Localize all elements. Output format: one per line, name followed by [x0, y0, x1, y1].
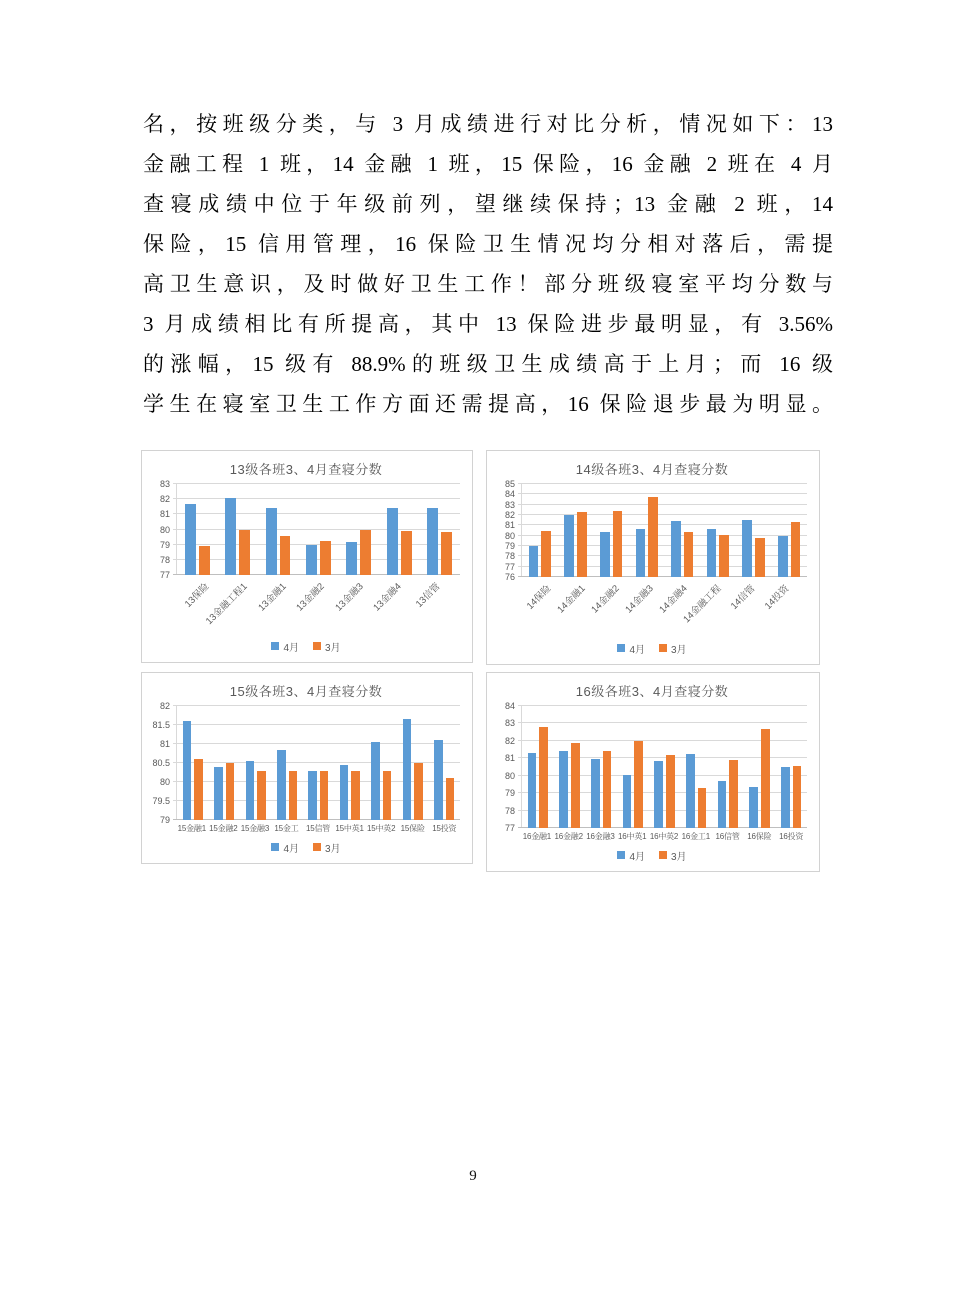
axis-tick-label: 78: [504, 805, 515, 816]
axis-tick-label: 82: [159, 494, 170, 505]
legend-item-3月: [659, 848, 687, 863]
bar-group: [522, 706, 554, 828]
y-axis: [493, 479, 521, 582]
category-label: 13金融4: [371, 581, 405, 614]
axis-tick-label: 80.5: [152, 758, 170, 768]
bar-group: [712, 706, 744, 828]
bar-group: [665, 484, 701, 577]
legend-item-4月: [617, 641, 645, 656]
axis-tick-label: 81: [504, 753, 515, 764]
bar-3月: [414, 763, 422, 820]
bar-group: [217, 484, 257, 575]
axis-tick-label: 79: [159, 815, 170, 825]
category-label: 15中英1: [335, 823, 364, 833]
bar-group: [736, 484, 772, 577]
chart-legend: [148, 836, 464, 858]
bar-group: [303, 706, 334, 820]
bar-4月: [707, 529, 717, 577]
bar-group: [617, 706, 649, 828]
bar-4月: [225, 498, 236, 575]
chart-title: 16级各班3、4月查寝分数: [575, 684, 729, 699]
category-label: 15金融3: [240, 823, 270, 833]
axis-tick-label: 79.5: [152, 796, 170, 807]
x-axis: [182, 575, 452, 635]
bar-group: [593, 484, 629, 577]
bar-group: [334, 706, 365, 820]
category-label: 13金融1: [255, 581, 289, 614]
bar-group: [208, 706, 239, 820]
axis-tick-label: 77: [504, 823, 515, 833]
category-label: 13保险: [182, 581, 212, 610]
axis-tick-label: 84: [504, 701, 515, 711]
chart-grade14-dorm-scores: [486, 450, 820, 665]
category-label: 16金融2: [554, 831, 583, 841]
paragraph-line: 学生在寝室卫生工作方面还需提高，16 保险退步最为明显。: [143, 392, 833, 416]
bar-3月: [719, 535, 729, 577]
chart-title: 13级各班3、4月查寝分数: [229, 462, 383, 477]
y-axis: [148, 701, 176, 825]
legend-item-4月: [617, 848, 645, 863]
category-label: 15金融1: [177, 823, 206, 833]
legend-swatch: [659, 851, 667, 859]
bar-group: [177, 706, 208, 820]
bar-3月: [199, 546, 210, 575]
bar-4月: [306, 545, 317, 575]
bar-3月: [320, 541, 331, 575]
axis-tick-label: 81: [159, 509, 170, 520]
y-axis: [148, 479, 176, 580]
bar-group: [420, 484, 460, 575]
plot-region: [148, 701, 460, 825]
axis-tick-label: 82: [504, 735, 515, 746]
bar-4月: [564, 515, 574, 577]
bar-series: [177, 706, 460, 820]
category-label: 14金融工程: [681, 583, 724, 626]
bar-4月: [636, 529, 646, 577]
axis-tick-label: 78: [504, 551, 515, 562]
chart-grade13-dorm-scores: [141, 450, 473, 663]
bar-3月: [761, 729, 770, 828]
bar-4月: [434, 740, 442, 820]
plot-region: [493, 479, 807, 582]
axis-tick-label: 81: [159, 739, 170, 750]
legend-label: 4月: [283, 843, 299, 855]
bar-4月: [183, 721, 191, 820]
axis-tick-label: 80: [159, 524, 170, 535]
bar-4月: [591, 759, 600, 828]
axis-tick-label: 79: [504, 788, 515, 799]
bar-group: [775, 706, 807, 828]
bar-group: [240, 706, 271, 820]
bar-4月: [340, 765, 348, 820]
bar-3月: [360, 530, 371, 575]
bar-group: [680, 706, 712, 828]
x-axis: [176, 820, 460, 836]
axis-tick-label: 81.5: [152, 720, 170, 730]
bar-3月: [194, 759, 202, 820]
bar-series: [177, 484, 460, 575]
bar-3月: [603, 751, 612, 828]
chart-grade16-dorm-scores: [486, 672, 820, 872]
paragraph-line: 名，按班级分类，与 3 月成绩进行对比分析，情况如下：13: [143, 112, 833, 136]
chart-legend: [148, 635, 464, 657]
category-label: 14保险: [525, 583, 554, 612]
bar-3月: [613, 511, 623, 577]
x-axis: [521, 828, 807, 844]
category-label: 14投资: [763, 583, 792, 612]
bar-3月: [698, 788, 707, 828]
axis-tick-label: 80: [504, 530, 515, 541]
legend-swatch: [313, 843, 321, 851]
bar-3月: [320, 771, 328, 820]
legend-item-4月: [271, 840, 299, 855]
bar-4月: [671, 521, 681, 577]
bar-4月: [559, 751, 568, 828]
bar-3月: [793, 766, 802, 828]
bar-3月: [666, 755, 675, 828]
paragraph-line: 的涨幅，15 级有 88.9%的班级卫生成绩高于上月；而 16 级: [143, 352, 833, 376]
bar-4月: [528, 753, 537, 828]
bar-4月: [686, 754, 695, 828]
category-label: 15投资: [432, 823, 457, 833]
bar-4月: [185, 504, 196, 575]
bar-4月: [742, 520, 752, 577]
bar-group: [744, 706, 776, 828]
legend-swatch: [271, 843, 279, 851]
axis-tick-label: 77: [504, 561, 515, 572]
bar-4月: [277, 750, 285, 820]
body-paragraph: [143, 104, 833, 424]
plot-region: [493, 701, 807, 833]
plot-area: [521, 706, 807, 828]
bar-group: [771, 484, 807, 577]
bar-3月: [257, 771, 265, 820]
bar-4月: [346, 542, 357, 575]
bar-3月: [226, 763, 234, 820]
bar-group: [271, 706, 302, 820]
plot-area: [176, 484, 460, 575]
category-label: 14信管: [729, 583, 758, 612]
legend-item-3月: [313, 639, 341, 654]
category-label: 14金融1: [555, 583, 588, 616]
axis-tick-label: 79: [159, 539, 170, 550]
axis-tick-label: 79: [504, 541, 515, 551]
paragraph-line: 查寝成绩中位于年级前列，望继续保持；13 金融 2 班，14: [143, 192, 833, 216]
axis-tick-label: 82: [504, 510, 515, 520]
bar-3月: [401, 531, 412, 575]
chart-title: 15级各班3、4月查寝分数: [229, 684, 383, 699]
bar-group: [397, 706, 428, 820]
bar-3月: [571, 743, 580, 828]
plot-region: [148, 479, 460, 580]
bar-3月: [791, 522, 801, 577]
bar-4月: [600, 532, 610, 577]
axis-tick-label: 83: [504, 718, 515, 729]
legend-item-3月: [313, 840, 341, 855]
category-label: 13金融2: [294, 581, 327, 614]
bar-3月: [755, 538, 765, 577]
chart-legend: [493, 844, 811, 866]
bar-4月: [749, 787, 758, 828]
bar-4月: [427, 508, 438, 575]
bar-4月: [781, 767, 790, 828]
category-label: 14金融3: [623, 583, 656, 616]
category-label: 16中英2: [649, 831, 679, 841]
bar-3月: [577, 512, 587, 577]
bar-4月: [654, 761, 663, 828]
category-label: 16投资: [779, 831, 804, 841]
legend-swatch: [313, 642, 321, 650]
bar-3月: [351, 771, 359, 820]
category-label: 16中英1: [618, 831, 647, 841]
bar-4月: [246, 761, 254, 820]
bar-4月: [778, 536, 788, 577]
paragraph-line: 高卫生意识，及时做好卫生工作！部分班级寝室平均分数与: [143, 272, 833, 296]
bar-group: [177, 484, 217, 575]
category-label: 16信管: [715, 831, 740, 841]
chart-grade15-dorm-scores: [141, 672, 473, 864]
bar-3月: [383, 771, 391, 820]
bar-3月: [289, 771, 297, 820]
bar-3月: [239, 530, 250, 576]
paragraph-line: 3 月成绩相比有所提高，其中 13 保险进步最明显，有 3.56%: [143, 312, 833, 336]
bar-series: [522, 706, 807, 828]
category-label: 13信管: [413, 581, 443, 610]
legend-label: 4月: [629, 851, 645, 863]
bar-3月: [446, 778, 454, 820]
bar-group: [339, 484, 379, 575]
bar-4月: [718, 781, 727, 828]
bar-4月: [214, 767, 222, 820]
category-label: 15金工: [274, 823, 299, 833]
axis-tick-label: 77: [159, 570, 170, 580]
category-label: 16金工1: [681, 831, 710, 841]
category-label: 15中英2: [366, 823, 396, 833]
axis-tick-label: 84: [504, 489, 515, 500]
bar-group: [379, 484, 419, 575]
plot-area: [521, 484, 807, 577]
bar-group: [429, 706, 460, 820]
legend-label: 3月: [671, 644, 687, 656]
bar-3月: [280, 536, 291, 575]
bar-group: [366, 706, 397, 820]
legend-label: 3月: [325, 843, 341, 855]
category-label: 14金融4: [657, 583, 690, 616]
bar-group: [585, 706, 617, 828]
category-label: 13金融3: [333, 581, 366, 614]
charts-grid: [141, 450, 820, 872]
axis-tick-label: 80: [159, 777, 170, 788]
y-axis: [493, 701, 521, 833]
paragraph-line: 保险，15 信用管理，16 保险卫生情况均分相对落后，需提: [143, 232, 833, 256]
bar-group: [554, 706, 586, 828]
bar-3月: [539, 727, 548, 828]
legend-label: 4月: [283, 642, 299, 654]
legend-label: 4月: [629, 644, 645, 656]
plot-area: [176, 706, 460, 820]
legend-swatch: [617, 644, 625, 652]
axis-tick-label: 80: [504, 770, 515, 781]
bar-3月: [729, 760, 738, 828]
category-label: 13金融工程1: [203, 581, 250, 627]
bar-4月: [623, 775, 632, 828]
bar-group: [522, 484, 558, 577]
bar-3月: [541, 531, 551, 577]
bar-group: [700, 484, 736, 577]
bar-3月: [441, 532, 452, 575]
x-axis: [527, 577, 799, 637]
legend-swatch: [271, 642, 279, 650]
legend-label: 3月: [671, 851, 687, 863]
axis-tick-label: 76: [504, 572, 515, 582]
bar-group: [298, 484, 338, 575]
axis-tick-label: 83: [504, 499, 515, 510]
bar-group: [629, 484, 665, 577]
axis-tick-label: 78: [159, 554, 170, 565]
bar-4月: [529, 546, 539, 577]
bar-4月: [308, 771, 316, 820]
axis-tick-label: 83: [159, 479, 170, 489]
legend-label: 3月: [325, 642, 341, 654]
page-number: 9: [469, 1168, 477, 1184]
bar-group: [558, 484, 594, 577]
chart-title: 14级各班3、4月查寝分数: [575, 462, 729, 477]
category-label: 14金融2: [589, 583, 622, 616]
axis-tick-label: 81: [504, 520, 515, 531]
legend-item-4月: [271, 639, 299, 654]
category-label: 15保险: [400, 823, 425, 833]
bar-3月: [684, 532, 694, 577]
category-label: 16金融1: [522, 831, 552, 841]
bar-group: [258, 484, 298, 575]
paragraph-line: 金融工程 1 班，14 金融 1 班，15 保险，16 金融 2 班在 4 月: [143, 152, 833, 176]
bar-4月: [387, 508, 398, 575]
chart-legend: [493, 637, 811, 659]
legend-item-3月: [659, 641, 687, 656]
bar-4月: [371, 742, 379, 820]
category-label: 15金融2: [209, 823, 238, 833]
axis-tick-label: 82: [159, 701, 170, 711]
axis-tick-label: 85: [504, 479, 515, 489]
legend-swatch: [659, 644, 667, 652]
bar-4月: [266, 508, 277, 575]
bar-group: [649, 706, 681, 828]
category-label: 15信管: [305, 823, 331, 833]
category-label: 16金融3: [586, 831, 615, 841]
category-label: 16保险: [747, 831, 772, 841]
bar-series: [522, 484, 807, 577]
bar-3月: [634, 741, 643, 828]
bar-3月: [648, 497, 658, 577]
bar-4月: [403, 719, 411, 820]
legend-swatch: [617, 851, 625, 859]
